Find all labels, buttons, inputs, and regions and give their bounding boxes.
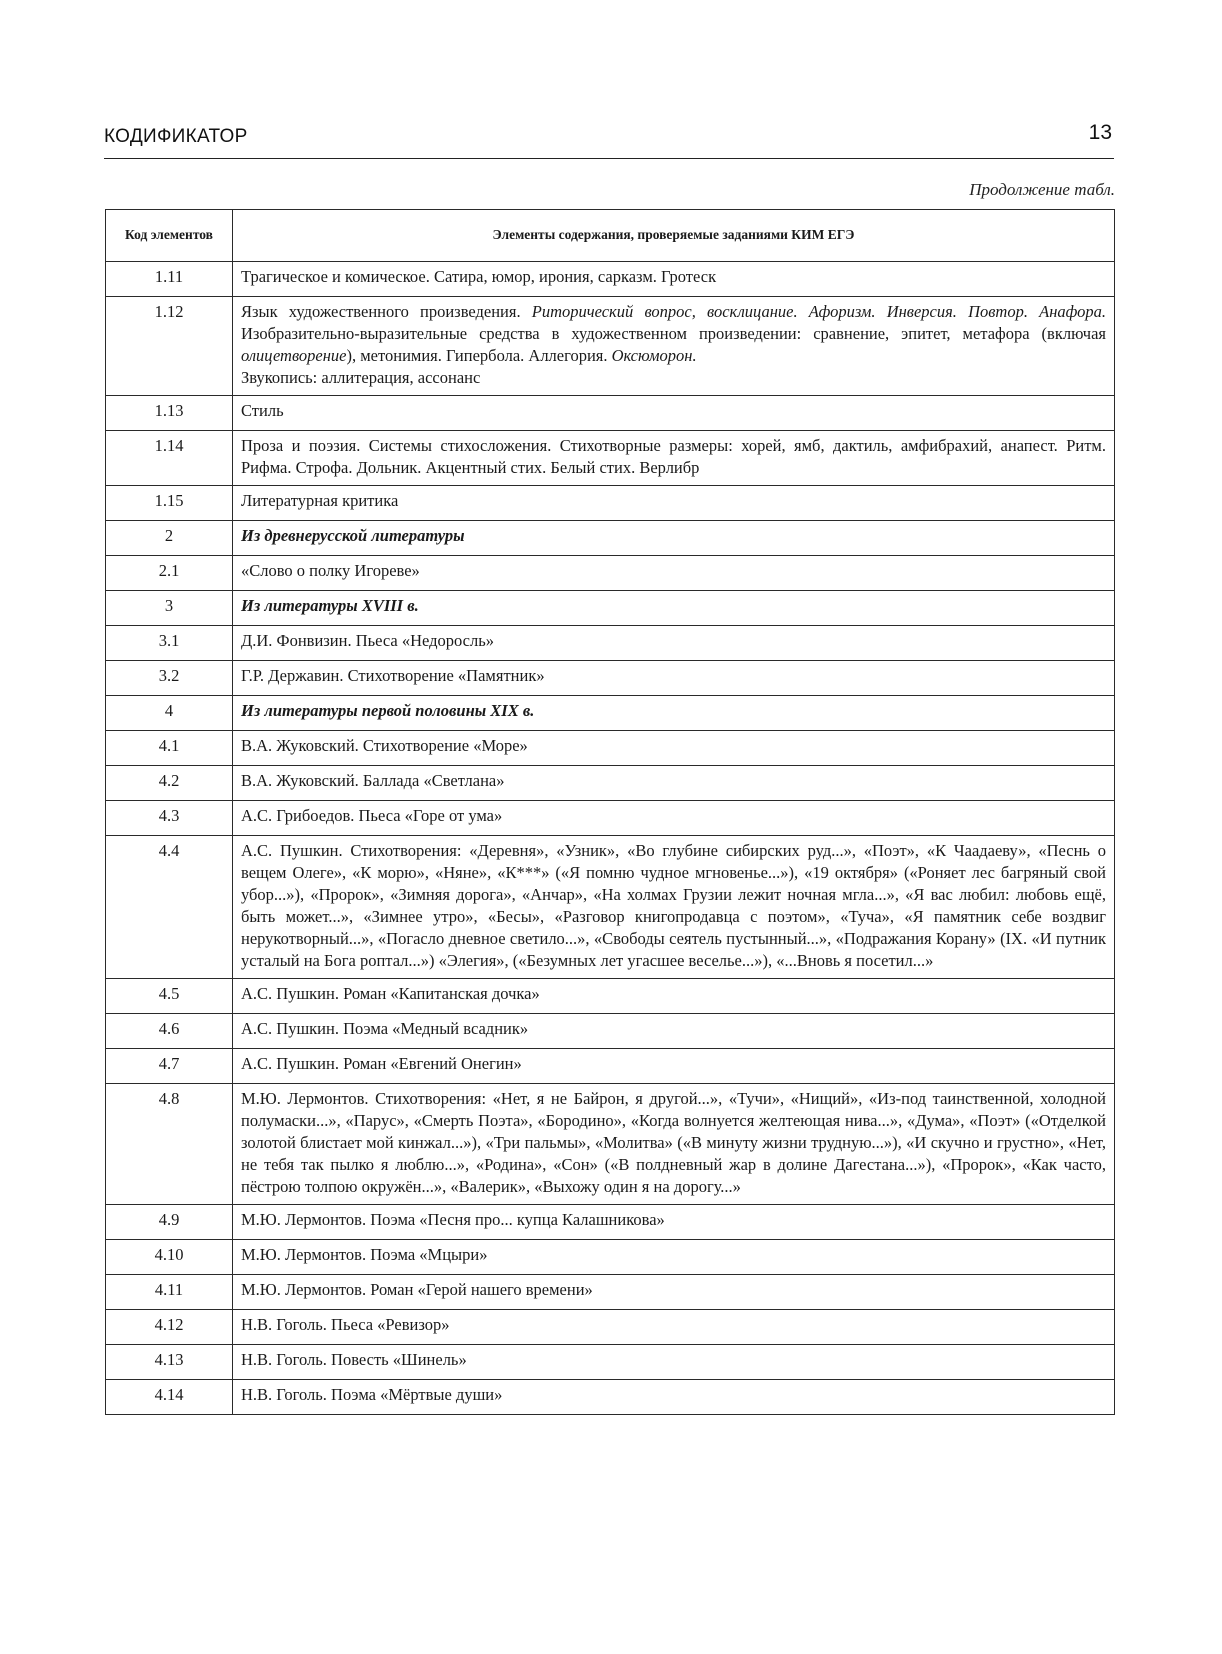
table-row <box>106 431 1115 486</box>
element-code: 4.12 <box>106 1310 233 1345</box>
section-heading: Из древнерусской литературы <box>233 521 1115 556</box>
element-code: 4.8 <box>106 1084 233 1205</box>
header-title: КОДИФИКАТОР <box>104 126 248 147</box>
table-row <box>106 661 1115 696</box>
table-row <box>106 396 1115 431</box>
element-content <box>233 297 1115 396</box>
content-text: Звукопись: аллитерация, ассонанс <box>241 368 481 387</box>
element-content: А.С. Пушкин. Роман «Капитанская дочка» <box>233 979 1115 1014</box>
element-content: Н.В. Гоголь. Повесть «Шинель» <box>233 1345 1115 1380</box>
element-code: 4.11 <box>106 1275 233 1310</box>
table-row <box>106 486 1115 521</box>
element-content: А.С. Пушкин. Стихотворения: «Деревня», «Узник», «Во глубине сибирских руд...», «Поэт», «К Чаадаеву», «Песнь о вещем Олеге», «К морю», «Няне», «К***» («Я помню чудное мгновенье...»), «19 октября» («Роняет лес багряный свой убор...»), «Пророк», «Зимняя дорога», «Анчар», «На холмах Грузии лежит ночная мгла...», «Я вас любил: любовь ещё, быть может...», «Зимнее утро», «Бесы», «Разговор книгопродавца с поэтом», «Туча», «Я памятник себе воздвиг нерукотворный...», «Погасло дневное светило...», «Свободы сеятель пустынный...», «Подражания Корану» (IX. «И путник усталый на Бога роптал...») «Элегия», («Безумных лет угасшее веселье...»), «...Вновь я посетил...» <box>233 836 1115 979</box>
element-content: Н.В. Гоголь. Поэма «Мёртвые души» <box>233 1380 1115 1415</box>
table-row <box>106 556 1115 591</box>
element-content: Проза и поэзия. Системы стихосложения. Стихотворные размеры: хорей, ямб, дактиль, амфибрахий, анапест. Ритм. Рифма. Строфа. Дольник. Акцентный стих. Белый стих. Верлибр <box>233 431 1115 486</box>
table-row <box>106 1049 1115 1084</box>
table-row <box>106 297 1115 396</box>
section-heading: Из литературы XVIII в. <box>233 591 1115 626</box>
table-row <box>106 979 1115 1014</box>
element-content: «Слово о полку Игореве» <box>233 556 1115 591</box>
element-code: 4.5 <box>106 979 233 1014</box>
element-content: М.Ю. Лермонтов. Поэма «Мцыри» <box>233 1240 1115 1275</box>
element-content: М.Ю. Лермонтов. Роман «Герой нашего времени» <box>233 1275 1115 1310</box>
table-row <box>106 1240 1115 1275</box>
element-content: А.С. Грибоедов. Пьеса «Горе от ума» <box>233 801 1115 836</box>
element-content: А.С. Пушкин. Роман «Евгений Онегин» <box>233 1049 1115 1084</box>
element-code: 4.3 <box>106 801 233 836</box>
section-code: 3 <box>106 591 233 626</box>
table-row <box>106 1205 1115 1240</box>
column-header-content: Элементы содержания, проверяемые заданиями КИМ ЕГЭ <box>233 210 1115 262</box>
table-row-section <box>106 521 1115 556</box>
table-header-row <box>106 210 1115 262</box>
table-row <box>106 1310 1115 1345</box>
element-code: 4.2 <box>106 766 233 801</box>
table-row <box>106 262 1115 297</box>
table-row <box>106 1380 1115 1415</box>
element-content: А.С. Пушкин. Поэма «Медный всадник» <box>233 1014 1115 1049</box>
content-italic: Риторический вопрос, восклицание. Афоризм. Инверсия. Повтор. Анафора. <box>531 302 1106 321</box>
content-text: Изобразительно-выразительные средства в художественном произведении: сравнение, эпитет, метафора (включая <box>241 324 1106 343</box>
table-row <box>106 1014 1115 1049</box>
section-code: 2 <box>106 521 233 556</box>
table-row <box>106 801 1115 836</box>
codifier-table <box>105 209 1115 1415</box>
content-text: Язык художественного произведения. <box>241 302 521 321</box>
element-code: 4.1 <box>106 731 233 766</box>
element-code: 1.12 <box>106 297 233 396</box>
element-content: Н.В. Гоголь. Пьеса «Ревизор» <box>233 1310 1115 1345</box>
element-code: 1.15 <box>106 486 233 521</box>
table-row <box>106 626 1115 661</box>
table-row-section <box>106 591 1115 626</box>
element-code: 4.6 <box>106 1014 233 1049</box>
content-italic: олицетворение <box>241 346 347 365</box>
element-code: 3.2 <box>106 661 233 696</box>
column-header-code: Код элементов <box>106 210 233 262</box>
content-italic: Оксюморон. <box>611 346 697 365</box>
table-continuation-label: Продолжение табл. <box>969 180 1115 199</box>
element-code: 4.4 <box>106 836 233 979</box>
section-heading: Из литературы первой половины XIX в. <box>233 696 1115 731</box>
content-text: ), метонимия. Гипербола. Аллегория. <box>346 346 608 365</box>
element-content: Г.Р. Державин. Стихотворение «Памятник» <box>233 661 1115 696</box>
element-code: 3.1 <box>106 626 233 661</box>
table-row <box>106 1275 1115 1310</box>
element-code: 4.13 <box>106 1345 233 1380</box>
table-row <box>106 1084 1115 1205</box>
element-code: 4.9 <box>106 1205 233 1240</box>
element-code: 1.13 <box>106 396 233 431</box>
element-content: Литературная критика <box>233 486 1115 521</box>
page-number: 13 <box>1088 121 1112 144</box>
section-code: 4 <box>106 696 233 731</box>
element-code: 1.11 <box>106 262 233 297</box>
element-content: Трагическое и комическое. Сатира, юмор, ирония, сарказм. Гротеск <box>233 262 1115 297</box>
element-content: М.Ю. Лермонтов. Поэма «Песня про... купца Калашникова» <box>233 1205 1115 1240</box>
element-code: 4.10 <box>106 1240 233 1275</box>
element-content: Стиль <box>233 396 1115 431</box>
element-content: Д.И. Фонвизин. Пьеса «Недоросль» <box>233 626 1115 661</box>
element-content: М.Ю. Лермонтов. Стихотворения: «Нет, я не Байрон, я другой...», «Тучи», «Нищий», «Из-под таинственной, холодной полумаски...», «Парус», «Смерть Поэта», «Бородино», «Когда волнуется желтеющая нива...», «Дума», «Поэт» («Отделкой золотой блистает мой кинжал...»), «Три пальмы», «Молитва» («В минуту жизни трудную...»), «И скучно и грустно», «Нет, не тебя так пылко я люблю...», «Родина», «Сон» («В полдневный жар в долине Дагестана...»), «Пророк», «Как часто, пёстрою толпою окружён...», «Валерик», «Выхожу один я на дорогу...» <box>233 1084 1115 1205</box>
element-code: 2.1 <box>106 556 233 591</box>
table-row-section <box>106 696 1115 731</box>
table-row <box>106 731 1115 766</box>
table-row <box>106 766 1115 801</box>
element-code: 1.14 <box>106 431 233 486</box>
element-content: В.А. Жуковский. Баллада «Светлана» <box>233 766 1115 801</box>
page-header <box>104 118 1114 159</box>
element-content: В.А. Жуковский. Стихотворение «Море» <box>233 731 1115 766</box>
element-code: 4.7 <box>106 1049 233 1084</box>
table-row <box>106 1345 1115 1380</box>
table-row <box>106 836 1115 979</box>
element-code: 4.14 <box>106 1380 233 1415</box>
